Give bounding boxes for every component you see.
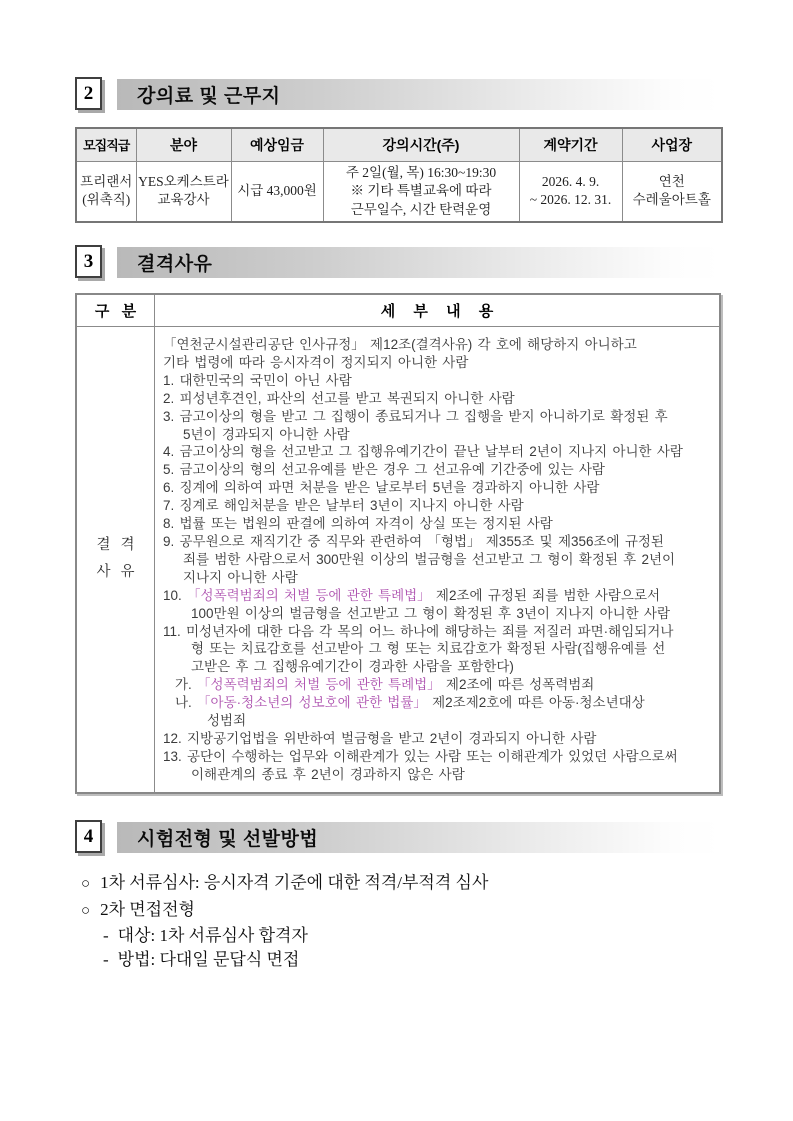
disqualification-details xyxy=(155,327,719,792)
detail-line xyxy=(163,640,715,658)
detail-text: 13. 공단이 수행하는 업무와 이해관계가 있는 사람 또는 이해관계가 있었던 사람으로써 xyxy=(163,748,678,764)
section-title-bar xyxy=(117,247,721,278)
section-number-badge xyxy=(75,77,102,110)
detail-line xyxy=(163,461,715,479)
cell-line: ※ 기타 특별교육에 따라 xyxy=(350,183,492,198)
selection-steps-list xyxy=(75,870,721,972)
detail-text: 10. xyxy=(163,587,188,603)
list-item-marker: - xyxy=(103,950,109,969)
detail-line xyxy=(163,569,715,587)
table-cell xyxy=(231,161,323,222)
detail-text: 죄를 범한 사람으로서 300만원 이상의 벌금형을 선고받고 그 형이 확정된 후 2년이 xyxy=(183,551,676,567)
detail-text: 12. 지방공기업법을 위반하여 벌금형을 받고 2년이 경과되지 아니한 사람 xyxy=(163,730,597,746)
list-item xyxy=(75,948,721,972)
disqualification-table-body-row xyxy=(77,327,719,792)
section-title-bar xyxy=(117,79,721,110)
fee-table-header-row xyxy=(76,128,722,161)
detail-text: 고받은 후 그 집행유예기간이 경과한 사람을 포함한다) xyxy=(191,659,514,675)
detail-text: 8. 법률 또는 법원의 판결에 의하여 자격이 상실 또는 정지된 사람 xyxy=(163,516,553,532)
law-reference: 「성폭력범죄의 처벌 등에 관한 특례법」 xyxy=(197,677,441,693)
list-item-text: 2차 면접전형 xyxy=(100,900,195,919)
list-item-text: 대상: 1차 서류심사 합격자 xyxy=(117,926,308,945)
column-header-category: 구 분 xyxy=(77,295,155,326)
list-item xyxy=(75,924,721,948)
column-header: 강의시간(주) xyxy=(323,128,519,161)
detail-text: 9. 공무원으로 재직기간 중 직무와 관련하여 「형법」 제355조 및 제356조에 규정된 xyxy=(163,533,664,549)
cell-line: 시급 43,000원 xyxy=(237,183,317,198)
detail-line xyxy=(163,336,715,354)
cell-line: 프리랜서 xyxy=(80,173,133,189)
detail-text: 지나지 아니한 사람 xyxy=(183,569,298,585)
detail-line xyxy=(163,587,715,605)
disqualification-table xyxy=(75,293,721,794)
detail-text: 기타 법령에 따라 응시자격이 정지되지 아니한 사람 xyxy=(163,354,469,370)
section-number-badge xyxy=(75,820,102,853)
section-title-bar xyxy=(117,822,721,853)
detail-line xyxy=(163,676,715,694)
law-reference: 「성폭력범죄의 처벌 등에 관한 특례법」 xyxy=(187,587,431,603)
detail-text: 2. 피성년후견인, 파산의 선고를 받고 복권되지 아니한 사람 xyxy=(163,390,515,406)
cell-line: ~ 2026. 12. 31. xyxy=(529,192,612,208)
detail-text: 이해관계의 종료 후 2년이 경과하지 않은 사람 xyxy=(191,766,465,782)
table-cell xyxy=(519,161,622,222)
column-header-details: 세 부 내 용 xyxy=(380,303,494,320)
detail-line xyxy=(163,533,715,551)
cell-line: 수레울아트홀 xyxy=(632,192,711,208)
cell-line: 근무일수, 시간 탄력운영 xyxy=(350,201,492,217)
list-item-marker: ○ xyxy=(81,903,91,919)
fee-table-container xyxy=(75,127,721,223)
detail-line xyxy=(163,712,715,730)
detail-line xyxy=(163,605,715,623)
section-header-disqualification xyxy=(75,245,721,278)
section-header-selection xyxy=(75,820,721,853)
detail-text: 7. 징계로 해임처분을 받은 날부터 3년이 지나지 아니한 사람 xyxy=(163,498,524,514)
section-number: 2 xyxy=(83,82,94,104)
detail-text: 가. xyxy=(175,677,198,693)
detail-line xyxy=(163,623,715,641)
disqualification-table-header-row xyxy=(77,295,719,327)
section-header-fee xyxy=(75,77,721,110)
section-number: 3 xyxy=(83,250,94,272)
detail-line xyxy=(163,354,715,372)
list-item xyxy=(75,897,721,924)
column-header: 예상임금 xyxy=(231,128,323,161)
detail-text: 형 또는 치료감호를 선고받아 그 형 또는 치료감호가 확정된 사람(집행유예를 선 xyxy=(191,641,666,657)
detail-text: 제2조에 규정된 죄를 범한 사람으로서 xyxy=(430,587,661,603)
detail-line xyxy=(163,658,715,676)
section-number: 4 xyxy=(83,825,94,847)
detail-line xyxy=(163,730,715,748)
detail-text: 4. 금고이상의 형을 선고받고 그 집행유예기간이 끝난 날부터 2년이 지나지 아니한 사람 xyxy=(163,444,683,460)
detail-line xyxy=(163,443,715,461)
detail-line xyxy=(163,372,715,390)
column-header: 사업장 xyxy=(622,128,722,161)
table-cell xyxy=(136,161,231,222)
list-item-text: 1차 서류심사: 응시자격 기준에 대한 적격/부적격 심사 xyxy=(100,873,489,892)
detail-line xyxy=(163,497,715,515)
table-cell xyxy=(76,161,136,222)
detail-line xyxy=(163,766,715,784)
fee-table xyxy=(75,127,723,223)
column-header: 계약기간 xyxy=(519,128,622,161)
detail-text: 6. 징계에 의하여 파면 처분을 받은 날로부터 5년을 경과하지 아니한 사람 xyxy=(163,480,600,496)
cell-line: 교육강사 xyxy=(157,192,210,208)
detail-line xyxy=(163,748,715,766)
detail-text: 5년이 경과되지 아니한 사람 xyxy=(183,426,350,442)
detail-line xyxy=(163,408,715,426)
cell-line: 주 2일(월, 목) 16:30~19:30 xyxy=(345,164,497,180)
detail-text: 「연천군시설관리공단 인사규정」 제12조(결격사유) 각 호에 해당하지 아니하고 xyxy=(163,337,637,352)
section-title: 결격사유 xyxy=(137,254,213,275)
section-number-badge xyxy=(75,245,102,278)
detail-line xyxy=(163,479,715,497)
cell-line: 2026. 4. 9. xyxy=(541,173,600,189)
detail-line xyxy=(163,426,715,444)
detail-text: 3. 금고이상의 형을 받고 그 집행이 종료되거나 그 집행을 받지 아니하기로 확정된 후 xyxy=(163,408,668,424)
table-cell xyxy=(622,161,722,222)
list-item-text: 방법: 다대일 문답식 면접 xyxy=(117,950,300,969)
detail-text: 5. 금고이상의 형의 선고유예를 받은 경우 그 선고유예 기간중에 있는 사람 xyxy=(163,462,605,478)
row-label-line: 사 유 xyxy=(96,564,135,581)
detail-text: 성범죄 xyxy=(207,713,247,729)
section-title: 시험전형 및 선발방법 xyxy=(137,829,319,850)
detail-line xyxy=(163,390,715,408)
list-item xyxy=(75,870,721,897)
detail-line xyxy=(163,694,715,712)
list-item-marker: ○ xyxy=(81,876,91,892)
detail-line xyxy=(163,515,715,533)
row-label-line: 결 격 xyxy=(96,537,135,554)
cell-line: (위촉직) xyxy=(82,192,131,208)
list-item-marker: - xyxy=(103,926,109,945)
cell-line: YES오케스트라 xyxy=(138,173,229,189)
detail-text: 11. 미성년자에 대한 다음 각 목의 어느 하나에 해당하는 죄를 저질러 파면·해임되거나 xyxy=(163,623,674,639)
detail-text: 나. xyxy=(175,695,198,711)
detail-line xyxy=(163,551,715,569)
section-title: 강의료 및 근무지 xyxy=(137,86,281,107)
law-reference: 「아동·청소년의 성보호에 관한 법률」 xyxy=(197,695,427,711)
row-label-disqualification xyxy=(77,327,155,792)
detail-text: 제2조에 따른 성폭력범죄 xyxy=(440,677,595,693)
detail-text: 100만원 이상의 벌금형을 선고받고 그 형이 확정된 후 3년이 지나지 아니한 사람 xyxy=(191,605,671,621)
detail-text: 제2조제2호에 따른 아동·청소년대상 xyxy=(426,695,645,711)
fee-table-data-row xyxy=(76,161,722,222)
column-header: 분야 xyxy=(136,128,231,161)
table-cell xyxy=(323,161,519,222)
column-header: 모집직급 xyxy=(76,128,136,161)
cell-line: 연천 xyxy=(658,173,685,189)
detail-text: 1. 대한민국의 국민이 아닌 사람 xyxy=(163,372,352,388)
